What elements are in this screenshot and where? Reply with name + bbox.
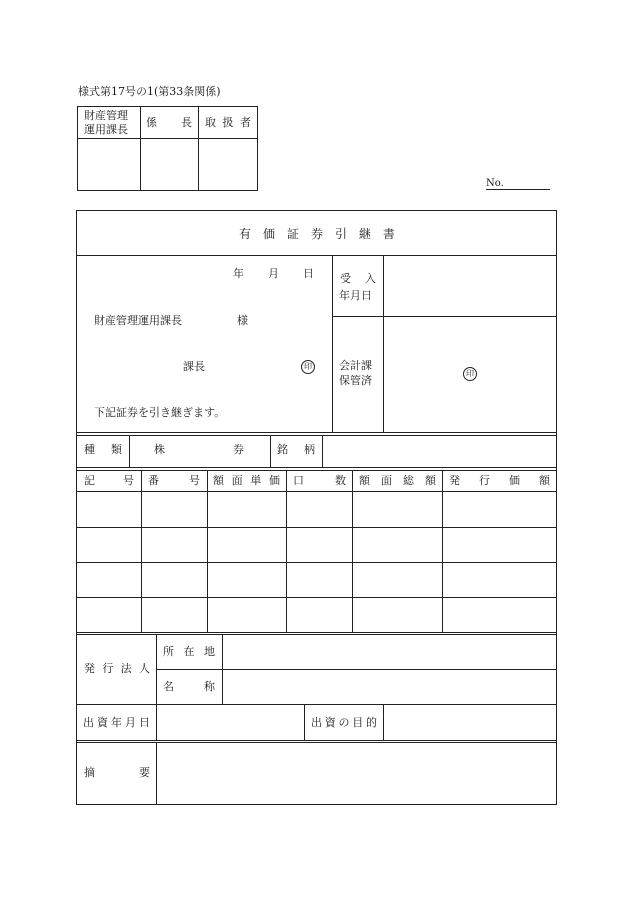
row-divider bbox=[76, 467, 557, 468]
date-char: 月 bbox=[268, 267, 279, 280]
table-header-symbol bbox=[84, 475, 134, 486]
approval-stamp-cell[interactable] bbox=[199, 139, 257, 190]
approval-char: 者 bbox=[240, 116, 251, 129]
table-cell-units[interactable] bbox=[287, 598, 352, 631]
title-char: 価 bbox=[262, 227, 275, 241]
table-cell-units[interactable] bbox=[287, 563, 352, 597]
approval-stamp-cell[interactable] bbox=[141, 139, 197, 190]
table-cell-issue-price[interactable] bbox=[443, 598, 555, 631]
investment-date-field[interactable] bbox=[157, 705, 303, 739]
seal-mark: 印 bbox=[463, 367, 477, 381]
investment-date-label bbox=[83, 717, 150, 728]
row-divider bbox=[76, 470, 557, 471]
title-char: 書 bbox=[382, 227, 395, 241]
header-char: 額 bbox=[425, 474, 436, 487]
investment-date-char: 年 bbox=[111, 716, 122, 729]
table-cell-symbol[interactable] bbox=[77, 563, 141, 597]
investment-purpose-char: 資 bbox=[324, 716, 336, 729]
name-label bbox=[163, 681, 215, 692]
issuer-char: 発 bbox=[84, 662, 95, 675]
approval-col1-line2: 運用課長 bbox=[84, 123, 128, 136]
form-title bbox=[239, 228, 395, 240]
kind-value-char: 券 bbox=[233, 443, 244, 456]
header-char: 額 bbox=[213, 474, 224, 487]
number-label: No. bbox=[486, 178, 504, 189]
table-cell-symbol[interactable] bbox=[77, 492, 141, 527]
summary-char: 要 bbox=[139, 766, 150, 779]
col-divider bbox=[129, 435, 130, 467]
table-cell-issue-price[interactable] bbox=[443, 492, 555, 527]
issuer-name-field[interactable] bbox=[223, 670, 556, 704]
investment-purpose-char: 出 bbox=[311, 716, 322, 729]
issuer-char: 行 bbox=[102, 662, 114, 675]
table-header-number bbox=[148, 475, 200, 486]
investment-date-char: 出 bbox=[83, 716, 94, 729]
investment-date-char: 月 bbox=[125, 716, 136, 729]
location-label bbox=[163, 646, 215, 657]
number-field[interactable] bbox=[504, 175, 550, 189]
title-char: 引 bbox=[334, 227, 347, 241]
summary-label bbox=[84, 767, 150, 778]
investment-purpose-label bbox=[311, 717, 377, 728]
header-char: 番 bbox=[148, 474, 159, 487]
summary-char: 摘 bbox=[84, 766, 95, 779]
header-char: 号 bbox=[189, 474, 200, 487]
table-cell-unit-face-value[interactable] bbox=[208, 528, 286, 562]
table-cell-number[interactable] bbox=[142, 598, 207, 631]
header-char: 額 bbox=[359, 474, 370, 487]
table-header-unit-face-value bbox=[213, 475, 280, 486]
table-cell-symbol[interactable] bbox=[77, 598, 141, 631]
accounting-label-line2: 保管済 bbox=[339, 374, 372, 387]
approval-char: 長 bbox=[181, 116, 192, 129]
header-char: 面 bbox=[231, 474, 243, 487]
table-header-units bbox=[293, 475, 346, 486]
date-char: 日 bbox=[303, 267, 314, 280]
accounting-label-line1: 会計課 bbox=[339, 359, 372, 372]
table-cell-number[interactable] bbox=[142, 563, 207, 597]
issuer-char: 人 bbox=[138, 662, 150, 675]
receipt-label-line1 bbox=[340, 273, 376, 284]
kind-value-char: 株 bbox=[154, 443, 165, 456]
col-divider bbox=[304, 704, 305, 740]
location-char: 地 bbox=[204, 645, 215, 658]
name-char: 名 bbox=[163, 680, 174, 693]
location-char: 在 bbox=[183, 645, 195, 658]
table-cell-units[interactable] bbox=[287, 492, 352, 527]
brand-char: 柄 bbox=[304, 443, 315, 456]
seal-mark: 印 bbox=[301, 360, 315, 374]
kind-label bbox=[84, 444, 122, 455]
approval-col3-label bbox=[205, 117, 251, 128]
header-char: 発 bbox=[449, 474, 460, 487]
approval-char: 取 bbox=[205, 116, 216, 129]
transfer-statement: 下記証券を引き継ぎます。 bbox=[94, 406, 226, 419]
issuer-location-field[interactable] bbox=[223, 635, 556, 669]
col-divider bbox=[332, 255, 333, 432]
accounting-stamp-field[interactable] bbox=[384, 317, 556, 431]
receipt-label-line2: 年月日 bbox=[339, 289, 372, 302]
brand-field[interactable] bbox=[323, 436, 556, 467]
addressee: 財産管理運用課長 bbox=[94, 314, 182, 327]
row-divider bbox=[76, 632, 557, 633]
table-cell-number[interactable] bbox=[142, 528, 207, 562]
investment-purpose-char: の bbox=[338, 716, 350, 729]
col-divider bbox=[270, 435, 271, 467]
table-cell-unit-face-value[interactable] bbox=[208, 492, 286, 527]
header-char: 号 bbox=[123, 474, 134, 487]
title-char: 継 bbox=[358, 227, 371, 241]
kind-char: 種 bbox=[84, 443, 95, 456]
title-char: 有 bbox=[239, 227, 252, 241]
approval-char: 係 bbox=[146, 116, 157, 129]
table-cell-number[interactable] bbox=[142, 492, 207, 527]
approval-char: 扱 bbox=[222, 116, 234, 129]
header-char: 行 bbox=[479, 474, 490, 487]
kind-value bbox=[154, 444, 244, 455]
header-char: 数 bbox=[335, 474, 346, 487]
header-char: 単 bbox=[250, 474, 262, 487]
form-code: 様式第17号の1(第33条関係) bbox=[78, 85, 221, 98]
table-cell-total-face-value[interactable] bbox=[353, 598, 442, 631]
date-char: 年 bbox=[233, 267, 244, 280]
header-char: 価 bbox=[268, 474, 280, 487]
header-char: 額 bbox=[539, 474, 550, 487]
row-divider bbox=[76, 740, 557, 741]
location-char: 所 bbox=[163, 645, 174, 658]
investment-purpose-char: 的 bbox=[366, 716, 377, 729]
approval-col2-label bbox=[146, 117, 192, 128]
table-cell-symbol[interactable] bbox=[77, 528, 141, 562]
header-char: 総 bbox=[403, 474, 414, 487]
summary-field[interactable] bbox=[157, 743, 556, 804]
table-cell-total-face-value[interactable] bbox=[353, 528, 442, 562]
row-divider bbox=[76, 432, 557, 433]
kind-char: 類 bbox=[111, 443, 122, 456]
title-char: 券 bbox=[310, 227, 323, 241]
investment-date-char: 日 bbox=[139, 716, 150, 729]
receipt-char: 入 bbox=[365, 272, 376, 285]
name-char: 称 bbox=[204, 680, 215, 693]
investment-purpose-field[interactable] bbox=[384, 705, 556, 739]
table-cell-issue-price[interactable] bbox=[443, 563, 555, 597]
header-char: 面 bbox=[381, 474, 392, 487]
table-header-issue-price bbox=[449, 475, 550, 486]
title-char: 証 bbox=[286, 227, 299, 241]
table-cell-units[interactable] bbox=[287, 528, 352, 562]
table-cell-unit-face-value[interactable] bbox=[208, 563, 286, 597]
issuer-label bbox=[84, 663, 150, 674]
table-cell-unit-face-value[interactable] bbox=[208, 598, 286, 631]
issuer-char: 法 bbox=[120, 662, 132, 675]
table-header-total-face-value bbox=[359, 475, 436, 486]
receipt-date-field[interactable] bbox=[384, 256, 556, 316]
header-char: 口 bbox=[293, 474, 304, 487]
table-cell-issue-price[interactable] bbox=[443, 528, 555, 562]
approval-stamp-cell[interactable] bbox=[78, 139, 139, 190]
approval-col1-line1: 財産管理 bbox=[84, 109, 128, 122]
brand-label bbox=[277, 444, 315, 455]
brand-char: 銘 bbox=[277, 443, 288, 456]
investment-purpose-char: 目 bbox=[352, 716, 364, 729]
table-cell-total-face-value[interactable] bbox=[353, 563, 442, 597]
number-underline bbox=[486, 189, 550, 190]
header-char: 価 bbox=[509, 474, 520, 487]
investment-date-char: 資 bbox=[97, 716, 108, 729]
receipt-char: 受 bbox=[340, 272, 351, 285]
header-char: 記 bbox=[84, 474, 95, 487]
honorific-sama: 様 bbox=[237, 314, 248, 327]
table-cell-total-face-value[interactable] bbox=[353, 492, 442, 527]
date-labels bbox=[233, 268, 314, 279]
section-chief-label: 課長 bbox=[183, 360, 205, 373]
